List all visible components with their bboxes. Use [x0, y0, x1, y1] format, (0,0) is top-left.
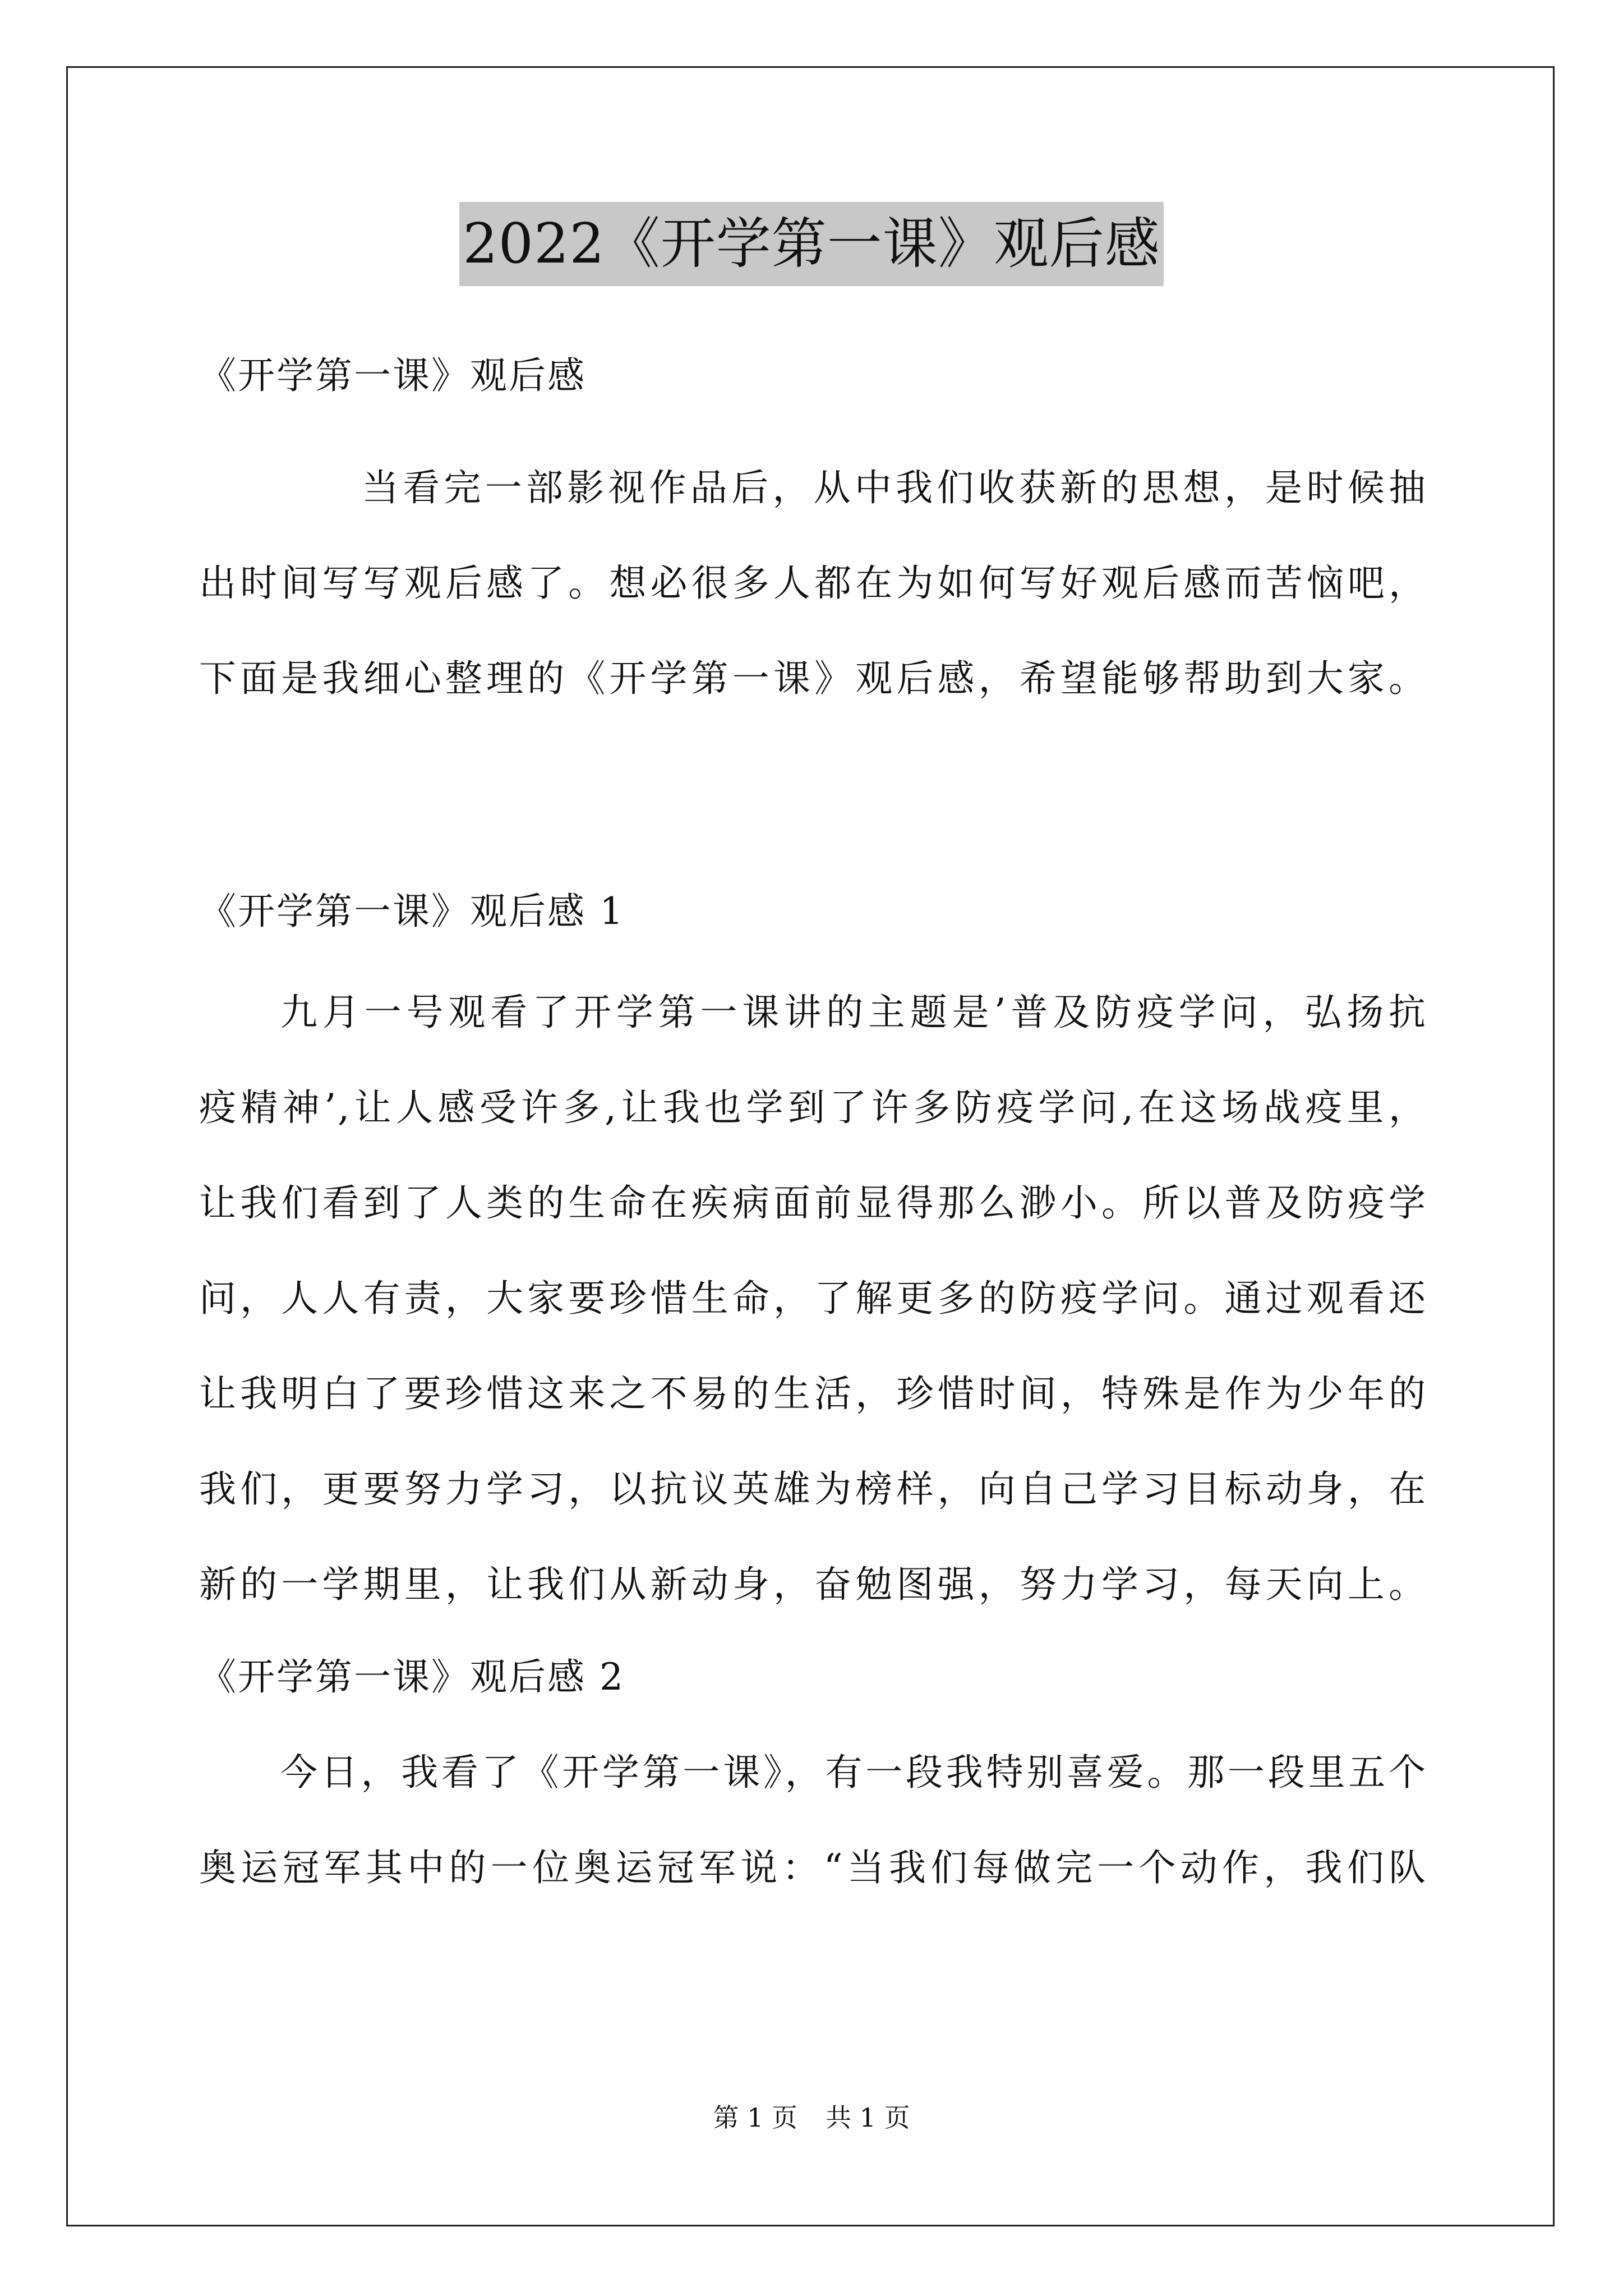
title-container: [0, 202, 1623, 286]
intro-heading: 《开学第一课》观后感: [199, 354, 586, 397]
page-footer: [0, 2101, 1623, 2134]
intro-line: 下面是我细心整理的《开学第一课》观后感，希望能够帮助到大家。: [199, 657, 1427, 700]
intro-line: 出时间写写观后感了。想必很多人都在为如何写好观后感而苦恼吧，: [199, 562, 1427, 605]
page-count: 共 1 页: [826, 2102, 910, 2133]
section1-line: 问，人人有责，大家要珍惜生命，了解更多的防疫学问。通过观看还: [199, 1277, 1427, 1320]
section1-line: 让我们看到了人类的生命在疾病面前显得那么渺小。所以普及防疫学: [199, 1181, 1427, 1225]
section1-line: 疫精神’,让人感受许多,让我也学到了许多防疫学问,在这场战疫里，: [199, 1086, 1427, 1129]
section1-heading: 《开学第一课》观后感 1: [199, 890, 625, 933]
section2-line: 奥运冠军其中的一位奥运冠军说：“当我们每做完一个动作，我们队: [199, 1846, 1427, 1889]
document-title: 2022《开学第一课》观后感: [459, 202, 1163, 286]
section1-line: 让我明白了要珍惜这来之不易的生活，珍惜时间，特殊是作为少年的: [199, 1372, 1427, 1415]
section2-line: 今日，我看了《开学第一课》，有一段我特别喜爱。那一段里五个: [280, 1751, 1427, 1794]
section1-line: 新的一学期里，让我们从新动身，奋勉图强，努力学习，每天向上。: [199, 1563, 1427, 1606]
section2-heading: 《开学第一课》观后感 2: [199, 1655, 625, 1699]
section1-line: 我们，更要努力学习，以抗议英雄为榜样，向自己学习目标动身，在: [199, 1467, 1427, 1511]
section1-line: 九月一号观看了开学第一课讲的主题是’普及防疫学问，弘扬抗: [280, 991, 1427, 1034]
page-number: 第 1 页: [713, 2102, 797, 2133]
intro-line: 当看完一部影视作品后，从中我们收获新的思想，是时候抽: [362, 466, 1427, 509]
